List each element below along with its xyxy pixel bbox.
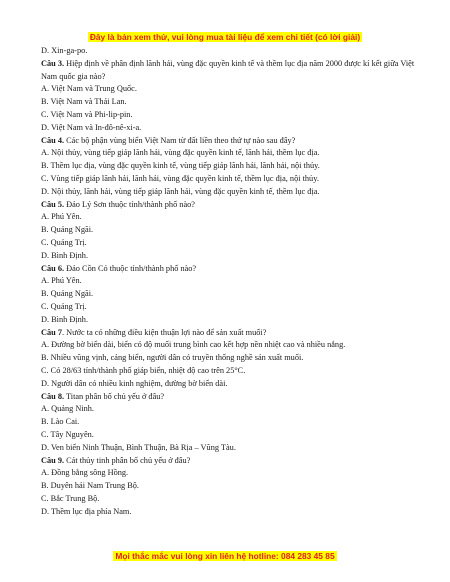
- question-text: Các bộ phận vùng biển Việt Nam từ đất liền theo thứ tự nào sau đây?: [64, 135, 296, 145]
- answer-option: D. Thềm lục địa phía Nam.: [41, 506, 132, 516]
- answer-option: C. Bắc Trung Bộ.: [41, 493, 100, 503]
- answer-option: C. Việt Nam và Phi-lip-pin.: [41, 109, 133, 119]
- answer-option: D. Người dân có nhiều kinh nghiệm, đường bờ biển dài.: [41, 378, 228, 388]
- answer-option: B. Duyên hải Nam Trung Bộ.: [41, 481, 139, 491]
- answer-option: C. Tây Nguyên.: [41, 429, 94, 439]
- question-label: Câu 8.: [41, 391, 65, 401]
- answer-option: A. Đường bờ biển dài, biển có độ muối trung bình cao kết hợp nền nhiệt cao và nhiều nắng.: [41, 340, 346, 350]
- question-text: Đảo Cồn Cỏ thuộc tỉnh/thành phố nào?: [64, 263, 197, 273]
- question-label: Câu 3.: [41, 58, 65, 68]
- answer-option: B. Quảng Ngãi.: [41, 225, 94, 235]
- question-label: Câu 6.: [41, 263, 65, 273]
- answer-option: A. Việt Nam và Trung Quốc.: [41, 84, 137, 94]
- question-line: [41, 391, 421, 404]
- question-text: Hiệp định về phân định lãnh hải, vùng đặc quyền kinh tế và thềm lục địa năm 2000 được kí kết giữa Việt Nam quốc gia nào?: [41, 58, 415, 81]
- question-label: Câu 7: [41, 327, 62, 337]
- preview-notice-text: Đây là bản xem thử, vui lòng mua tài liệu để xem chi tiết (có lời giải): [89, 32, 361, 42]
- answer-option: D. Việt Nam và In-đô-nê-xi-a.: [41, 122, 142, 132]
- question-label: Câu 9.: [41, 455, 65, 465]
- answer-option: B. Việt Nam và Thái Lan.: [41, 97, 127, 107]
- answer-option: A. Nội thủy, vùng tiếp giáp lãnh hải, vùng đặc quyền kinh tế, lãnh hải, thềm lục địa.: [41, 148, 320, 158]
- question-line: [41, 199, 421, 212]
- hotline-banner: [0, 546, 450, 564]
- question-line: [41, 327, 421, 340]
- answer-option: A. Phú Yên.: [41, 276, 82, 286]
- question-label: Câu 5.: [41, 199, 65, 209]
- answer-option: A. Phú Yên.: [41, 212, 82, 222]
- answer-option: B. Lào Cai.: [41, 417, 80, 427]
- answer-option: D. Ven biển Ninh Thuận, Bình Thuận, Bà Rịa – Vũng Tàu.: [41, 442, 236, 452]
- question-line: [41, 263, 421, 276]
- answer-option: C. Có 28/63 tỉnh/thành phố giáp biển, nhiệt độ cao trên 25°C.: [41, 365, 246, 375]
- answer-option: B. Thềm lục địa, vùng đặc quyền kinh tế, vùng tiếp giáp lãnh hải, lãnh hải, nội thủy.: [41, 161, 320, 171]
- answer-option: A. Đồng bằng sông Hồng.: [41, 468, 129, 478]
- answer-option: D. Bình Định.: [41, 314, 89, 324]
- question-line: [41, 455, 421, 468]
- answer-option: D. Xin-ga-po.: [41, 46, 88, 55]
- question-text: Titan phân bố chủ yếu ở đâu?: [64, 391, 165, 401]
- exam-question-list: [41, 45, 421, 518]
- question-text: . Nước ta có những điều kiện thuận lợi nào để sản xuất muối?: [61, 327, 267, 337]
- answer-option: D. Nội thủy, lãnh hải, vùng tiếp giáp lãnh hải, vùng đặc quyền kinh tế, thềm lục địa.: [41, 186, 320, 196]
- question-line: [41, 58, 421, 84]
- answer-option: C. Quảng Trị.: [41, 301, 87, 311]
- answer-option: B. Quảng Ngãi.: [41, 289, 94, 299]
- question-line: [41, 135, 421, 148]
- preview-notice-banner: [0, 27, 450, 45]
- answer-option: D. Bình Định.: [41, 250, 89, 260]
- question-label: Câu 4.: [41, 135, 65, 145]
- question-text: Cát thủy tinh phân bố chủ yếu ở đâu?: [64, 455, 191, 465]
- answer-option: B. Nhiều vũng vịnh, cảng biển, người dân có truyền thống nghề sản xuất muối.: [41, 353, 304, 363]
- hotline-text: Mọi thắc mắc vui lòng xin liên hệ hotline: 084 283 45 85: [115, 551, 335, 561]
- answer-option: C. Vùng tiếp giáp lãnh hải, lãnh hải, vùng đặc quyền kinh tế, thềm lục địa, nội thủy.: [41, 173, 319, 183]
- answer-option: C. Quảng Trị.: [41, 237, 87, 247]
- answer-option: A. Quảng Ninh.: [41, 404, 95, 414]
- question-text: Đảo Lý Sơn thuộc tỉnh/thành phố nào?: [64, 199, 195, 209]
